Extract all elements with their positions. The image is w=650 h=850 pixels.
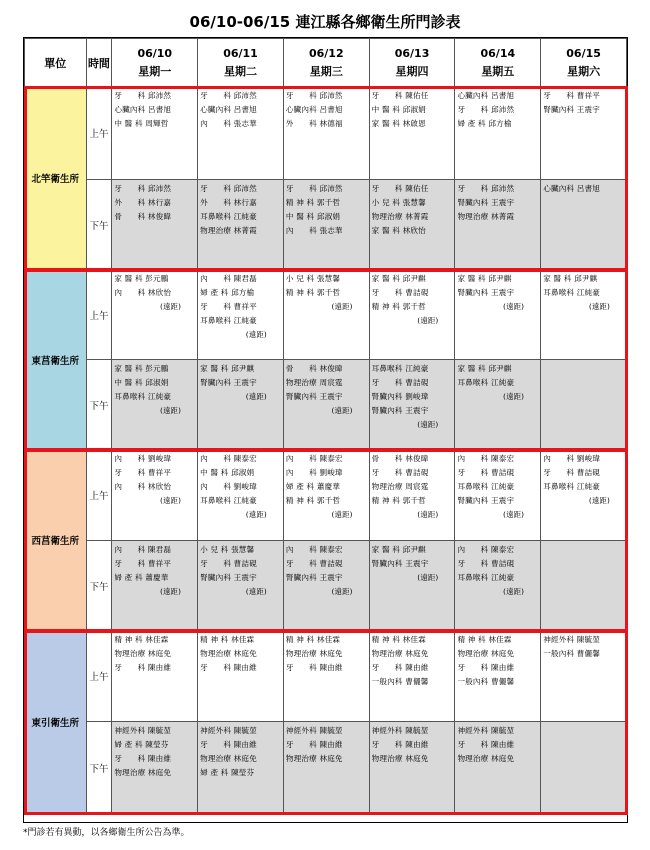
clinic-entry: 牙 科 陳由維 (200, 740, 257, 749)
station-name: 東引衛生所 (25, 631, 87, 814)
clinic-entry: 牙 科 曹詰硯 (457, 559, 515, 568)
clinic-cell (455, 541, 541, 631)
clinic-entry: 婦 產 科 蕭慶華 (285, 482, 341, 491)
clinic-entry: 牙 科 邱沛然 (114, 91, 172, 100)
clinic-entry: 內 科 張志華 (200, 119, 257, 128)
clinic-entry: 內 科 劉峻瑋 (114, 454, 172, 463)
clinic-entry: 中 醫 科 邱淑娟 (200, 468, 255, 477)
clinic-entry: 腎臟內科 劉峻瑋 (371, 392, 429, 401)
remote-note: (遠距) (331, 510, 353, 519)
clinic-cell (283, 631, 369, 722)
day-header (112, 39, 198, 87)
clinic-entry: 物理治療 林菁霞 (371, 212, 429, 221)
remote-note: (遠距) (245, 330, 267, 339)
remote-note: (遠距) (159, 587, 182, 596)
clinic-entry: 內 科 林欣怡 (114, 288, 172, 297)
clinic-entry: 腎臟內科 王震宇 (543, 105, 600, 114)
clinic-entry: 婦 產 科 陳瑩芬 (200, 768, 255, 777)
clinic-entry: 神經外科 陳毓堃 (371, 726, 429, 735)
clinic-entry: 精 神 科 林佳霖 (371, 635, 426, 644)
clinic-cell (541, 180, 627, 270)
clinic-entry: 一般內科 曹儷馨 (543, 649, 600, 658)
clinic-cell (369, 180, 455, 270)
clinic-entry: 腎臟內科 王震宇 (457, 198, 515, 207)
clinic-cell (455, 631, 541, 722)
clinic-cell (198, 541, 284, 631)
clinic-entry: 物理治療 林庭免 (457, 649, 515, 658)
clinic-entry: 物理治療 林庭免 (371, 754, 429, 763)
clinic-entry: 精 神 科 郭千哲 (371, 496, 426, 505)
clinic-entry: 耳鼻喉科 江純豪 (543, 288, 600, 297)
clinic-entry: 牙 科 陳由維 (285, 740, 343, 749)
clinic-entry: 耳鼻喉科 江純豪 (457, 573, 515, 582)
clinic-cell (283, 87, 369, 180)
day-weekday: 星期二 (224, 64, 258, 78)
clinic-cell (455, 722, 541, 814)
clinic-entry: 腎臟內科 王震宇 (285, 573, 343, 582)
clinic-entry: 牙 科 曹詰硯 (371, 468, 429, 477)
station-pm-row (25, 722, 627, 814)
clinic-cell (455, 360, 541, 450)
day-weekday: 星期四 (395, 64, 429, 78)
day-date: 06/13 (394, 46, 430, 60)
unit-header: 單位 (25, 39, 87, 87)
clinic-entry: 牙 科 曹祥平 (543, 91, 600, 100)
day-weekday: 星期一 (138, 64, 172, 78)
clinic-entry: 骨 科 林俊暐 (114, 212, 172, 221)
clinic-entry: 物理治療 林庭免 (285, 754, 343, 763)
clinic-cell (283, 541, 369, 631)
day-date: 06/14 (480, 46, 516, 60)
clinic-entry: 牙 科 陳由維 (200, 663, 257, 672)
clinic-cell (369, 87, 455, 180)
clinic-entry: 心臟內科 呂書旭 (543, 184, 600, 193)
clinic-entry: 牙 科 陳由維 (457, 740, 515, 749)
clinic-cell (283, 180, 369, 270)
clinic-entry: 牙 科 陳佑任 (371, 91, 429, 100)
clinic-entry: 牙 科 陳由維 (114, 754, 172, 763)
remote-note: (遠距) (503, 302, 525, 311)
clinic-entry: 心臟內科 呂書旭 (285, 105, 343, 114)
remote-note: (遠距) (417, 420, 439, 429)
remote-note: (遠距) (245, 510, 267, 519)
remote-note: (遠距) (503, 587, 525, 596)
clinic-entry: 牙 科 陳由維 (371, 740, 429, 749)
clinic-entry: 耳鼻喉科 江純豪 (200, 212, 257, 221)
clinic-entry: 精 神 科 林佳霖 (285, 635, 341, 644)
clinic-entry: 內 科 劉峻瑋 (543, 454, 600, 463)
clinic-entry: 物理治療 周宸霆 (285, 378, 343, 387)
clinic-entry: 物理治療 林庭免 (200, 649, 257, 658)
clinic-entry: 耳鼻喉科 江純豪 (457, 482, 515, 491)
clinic-entry: 物理治療 周宸霆 (371, 482, 429, 491)
clinic-entry: 外 科 林德福 (285, 119, 343, 128)
clinic-entry: 腎臟內科 王震宇 (457, 496, 515, 505)
clinic-entry: 婦 產 科 邱方榆 (200, 288, 255, 297)
clinic-entry: 神經外科 陳毓堃 (457, 726, 515, 735)
footnote: *門診若有異動，以各鄉衛生所公告為準。 (23, 828, 190, 838)
clinic-cell (369, 450, 455, 541)
clinic-cell (369, 270, 455, 360)
clinic-entry: 中 醫 科 邱淑娟 (114, 378, 169, 387)
clinic-entry: 牙 科 曹詰硯 (285, 559, 343, 568)
clinic-entry: 牙 科 曹詰硯 (371, 288, 429, 297)
clinic-entry: 腎臟內科 王震宇 (200, 378, 257, 387)
station-am-row (25, 631, 627, 722)
clinic-entry: 家 醫 科 邱尹麒 (371, 274, 426, 283)
period-label: 下午 (86, 360, 112, 450)
remote-note: (遠距) (331, 302, 353, 311)
clinic-entry: 骨 科 林俊暐 (371, 454, 429, 463)
clinic-entry: 物理治療 林庭免 (371, 649, 429, 658)
clinic-entry: 精 神 科 林佳霖 (457, 635, 512, 644)
period-label: 下午 (86, 541, 112, 631)
clinic-entry: 心臟內科 呂書旭 (114, 105, 172, 114)
clinic-entry: 精 神 科 郭千哲 (285, 496, 341, 505)
clinic-entry: 家 醫 科 林欣怡 (371, 226, 426, 235)
period-label: 上午 (86, 631, 112, 722)
clinic-entry: 物理治療 林庭免 (114, 768, 172, 777)
clinic-cell (369, 541, 455, 631)
day-weekday: 星期三 (309, 64, 343, 78)
clinic-entry: 內 科 劉峻瑋 (285, 468, 343, 477)
day-header (541, 39, 627, 87)
station-pm-row (25, 180, 627, 270)
day-date: 06/15 (566, 46, 601, 60)
time-header: 時間 (86, 39, 112, 87)
clinic-entry: 牙 科 邱沛然 (200, 184, 257, 193)
clinic-entry: 中 醫 科 邱淑娟 (285, 212, 341, 221)
clinic-entry: 腎臟內科 王震宇 (200, 573, 257, 582)
period-label: 下午 (86, 180, 112, 270)
schedule-frame (23, 37, 628, 823)
remote-note: (遠距) (331, 587, 353, 596)
clinic-entry: 牙 科 曹祥平 (114, 468, 172, 477)
clinic-entry: 精 神 科 郭千哲 (285, 288, 341, 297)
clinic-entry: 牙 科 曹祥平 (114, 559, 172, 568)
remote-note: (遠距) (159, 302, 182, 311)
clinic-entry: 精 神 科 郭千哲 (285, 198, 341, 207)
clinic-entry: 小 兒 科 張慧馨 (371, 198, 426, 207)
remote-note: (遠距) (245, 392, 267, 401)
clinic-cell (112, 360, 198, 450)
clinic-entry: 牙 科 曹祥平 (200, 302, 257, 311)
clinic-entry: 耳鼻喉科 江純豪 (200, 316, 257, 325)
clinic-cell (541, 541, 627, 631)
clinic-entry: 家 醫 科 林啟恩 (371, 119, 426, 128)
remote-note: (遠距) (159, 406, 182, 415)
clinic-entry: 精 神 科 林佳霖 (114, 635, 169, 644)
clinic-entry: 一般內科 曹儷馨 (371, 677, 429, 686)
clinic-entry: 外 科 林行嘉 (200, 198, 257, 207)
clinic-entry: 家 醫 科 彭元鵬 (114, 274, 169, 283)
clinic-cell (283, 722, 369, 814)
station-am-row (25, 87, 627, 180)
day-header (283, 39, 369, 87)
clinic-cell (455, 270, 541, 360)
clinic-entry: 一般內科 曹儷馨 (457, 677, 515, 686)
clinic-entry: 家 醫 科 彭元鵬 (114, 364, 169, 373)
clinic-cell (283, 360, 369, 450)
clinic-entry: 牙 科 邱沛然 (285, 91, 343, 100)
clinic-entry: 家 醫 科 邱尹麒 (371, 545, 426, 554)
clinic-entry: 心臟內科 呂書旭 (457, 91, 515, 100)
clinic-cell (455, 450, 541, 541)
clinic-entry: 牙 科 邱沛然 (457, 105, 515, 114)
clinic-cell (541, 722, 627, 814)
clinic-entry: 小 兒 科 張慧馨 (285, 274, 341, 283)
clinic-cell (455, 180, 541, 270)
remote-note: (遠距) (417, 510, 439, 519)
clinic-cell (112, 180, 198, 270)
clinic-entry: 神經外科 陳毓堃 (200, 726, 257, 735)
clinic-entry: 小 兒 科 張慧馨 (200, 545, 255, 554)
clinic-entry: 牙 科 陳由維 (285, 663, 343, 672)
clinic-entry: 物理治療 林菁霞 (457, 212, 515, 221)
clinic-cell (112, 631, 198, 722)
clinic-entry: 牙 科 邱沛然 (285, 184, 343, 193)
clinic-entry: 腎臟內科 王震宇 (285, 392, 343, 401)
period-label: 上午 (86, 450, 112, 541)
clinic-entry: 耳鼻喉科 江純豪 (457, 378, 515, 387)
clinic-entry: 耳鼻喉科 江純豪 (543, 482, 600, 491)
period-label: 上午 (86, 87, 112, 180)
header-row (25, 39, 627, 87)
clinic-entry: 中 醫 科 周輝哲 (114, 119, 169, 128)
clinic-entry: 精 神 科 林佳霖 (200, 635, 255, 644)
remote-note: (遠距) (503, 392, 525, 401)
clinic-entry: 牙 科 邱沛然 (457, 184, 515, 193)
station-pm-row (25, 541, 627, 631)
clinic-entry: 牙 科 邱沛然 (200, 91, 257, 100)
day-date: 06/12 (308, 46, 344, 60)
clinic-entry: 外 科 林行嘉 (114, 198, 172, 207)
clinic-cell (198, 722, 284, 814)
clinic-cell (369, 631, 455, 722)
clinic-cell (541, 450, 627, 541)
clinic-cell (112, 270, 198, 360)
day-header (198, 39, 284, 87)
clinic-entry: 物理治療 林庭免 (200, 754, 257, 763)
remote-note: (遠距) (588, 496, 610, 505)
clinic-entry: 神經外科 陳毓堃 (285, 726, 343, 735)
remote-note: (遠距) (588, 302, 610, 311)
clinic-entry: 心臟內科 呂書旭 (200, 105, 257, 114)
clinic-entry: 家 醫 科 邱尹麒 (200, 364, 255, 373)
day-header (369, 39, 455, 87)
clinic-entry: 物理治療 林菁霞 (200, 226, 257, 235)
day-header (455, 39, 541, 87)
page-title: 06/10-06/15 連江縣各鄉衛生所門診表 (189, 13, 461, 31)
clinic-entry: 牙 科 邱沛然 (114, 184, 172, 193)
clinic-cell (541, 360, 627, 450)
clinic-entry: 家 醫 科 邱尹麒 (457, 274, 512, 283)
clinic-entry: 神經外科 陳毓堃 (543, 635, 600, 644)
station-am-row (25, 450, 627, 541)
day-date: 06/11 (223, 46, 258, 60)
clinic-entry: 內 科 陳泰宏 (457, 454, 515, 463)
clinic-cell (541, 270, 627, 360)
clinic-entry: 中 醫 科 邱淑娟 (371, 105, 426, 114)
station-name: 西莒衛生所 (25, 450, 87, 631)
remote-note: (遠距) (331, 406, 353, 415)
clinic-entry: 婦 產 科 邱方榆 (457, 119, 512, 128)
clinic-cell (198, 87, 284, 180)
clinic-entry: 物理治療 林庭免 (285, 649, 343, 658)
clinic-entry: 內 科 陳泰宏 (285, 454, 343, 463)
station-pm-row (25, 360, 627, 450)
clinic-cell (198, 450, 284, 541)
clinic-entry: 腎臟內科 王震宇 (371, 406, 429, 415)
clinic-entry: 物理治療 林庭免 (114, 649, 172, 658)
clinic-cell (283, 270, 369, 360)
period-label: 上午 (86, 270, 112, 360)
remote-note: (遠距) (159, 496, 182, 505)
clinic-entry: 內 科 林欣怡 (114, 482, 172, 491)
remote-note: (遠距) (245, 587, 267, 596)
station-name: 東莒衛生所 (25, 270, 87, 450)
remote-note: (遠距) (503, 510, 525, 519)
clinic-entry: 牙 科 陳由維 (114, 663, 172, 672)
schedule-table (24, 38, 627, 814)
clinic-entry: 牙 科 陳佑任 (371, 184, 429, 193)
clinic-entry: 內 科 陳泰宏 (457, 545, 515, 554)
clinic-cell (369, 360, 455, 450)
day-date: 06/10 (137, 46, 173, 60)
clinic-entry: 骨 科 林俊暐 (285, 364, 343, 373)
clinic-entry: 婦 產 科 蕭慶華 (114, 573, 169, 582)
clinic-cell (112, 541, 198, 631)
remote-note: (遠距) (417, 316, 439, 325)
clinic-entry: 家 醫 科 邱尹麒 (457, 364, 512, 373)
clinic-cell (369, 722, 455, 814)
station-am-row (25, 270, 627, 360)
clinic-entry: 牙 科 陳由維 (371, 663, 429, 672)
clinic-entry: 內 科 張志華 (285, 226, 343, 235)
clinic-entry: 腎臟內科 王震宇 (371, 559, 429, 568)
clinic-cell (198, 180, 284, 270)
clinic-entry: 牙 科 曹詰硯 (457, 468, 515, 477)
clinic-cell (283, 450, 369, 541)
clinic-cell (112, 87, 198, 180)
day-weekday: 星期五 (481, 64, 515, 78)
clinic-entry: 內 科 陳泰宏 (285, 545, 343, 554)
clinic-cell (112, 722, 198, 814)
clinic-entry: 精 神 科 郭千哲 (371, 302, 426, 311)
clinic-entry: 牙 科 曹詰硯 (543, 468, 600, 477)
clinic-entry: 婦 產 科 陳瑩芬 (114, 740, 169, 749)
clinic-cell (455, 87, 541, 180)
clinic-entry: 耳鼻喉科 江純豪 (371, 364, 429, 373)
clinic-cell (541, 631, 627, 722)
clinic-cell (198, 270, 284, 360)
clinic-entry: 耳鼻喉科 江純豪 (114, 392, 172, 401)
clinic-cell (112, 450, 198, 541)
clinic-entry: 內 科 陳君磊 (114, 545, 172, 554)
clinic-cell (198, 360, 284, 450)
clinic-entry: 牙 科 曹詰硯 (371, 378, 429, 387)
day-weekday: 星期六 (567, 64, 601, 78)
period-label: 下午 (86, 722, 112, 814)
clinic-entry: 內 科 陳君磊 (200, 274, 257, 283)
clinic-entry: 家 醫 科 邱尹麒 (543, 274, 598, 283)
station-name: 北竿衛生所 (25, 87, 87, 270)
clinic-entry: 神經外科 陳毓堃 (114, 726, 172, 735)
clinic-cell (198, 631, 284, 722)
clinic-entry: 牙 科 曹詰硯 (200, 559, 257, 568)
clinic-entry: 物理治療 林庭免 (457, 754, 515, 763)
clinic-entry: 腎臟內科 王震宇 (457, 288, 515, 297)
clinic-entry: 內 科 陳泰宏 (200, 454, 257, 463)
clinic-entry: 內 科 劉峻瑋 (200, 482, 257, 491)
clinic-entry: 牙 科 陳由維 (457, 663, 515, 672)
clinic-entry: 耳鼻喉科 江純豪 (200, 496, 257, 505)
clinic-cell (541, 87, 627, 180)
remote-note: (遠距) (417, 573, 439, 582)
